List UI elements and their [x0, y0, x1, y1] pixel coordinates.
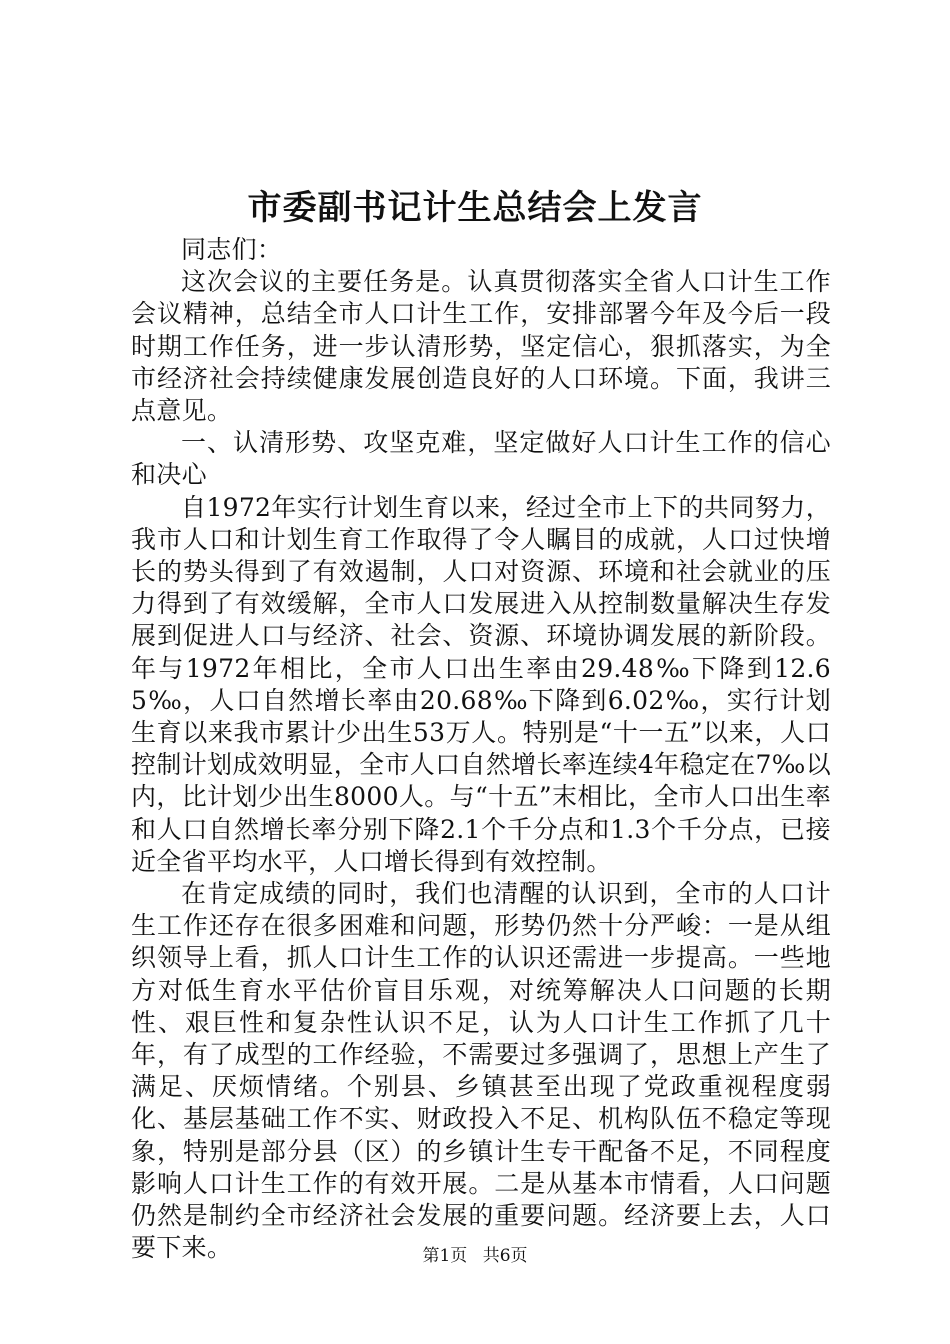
document-title: 市委副书记计生总结会上发言 [247, 188, 703, 228]
section-heading-1: 一、认清形势、攻坚克难，坚定做好人口计生工作的信心和决心 [131, 428, 831, 490]
page-footer [0, 1244, 950, 1268]
paragraph-salutation: 同志们： [181, 235, 283, 264]
paragraph-achievements: 自1972年实行计划生育以来，经过全市上下的共同努力，我市人口和计划生育工作取得了令人瞩目的成就，人口过快增长的势头得到了有效遏制，人口对资源、环境和社会就业的压力得到了有效缓解，全市人口发展进入从控制数量解决生存发展到促进人口与经济、社会、资源、环境协调发展的新阶段。年与1972年相比，全市人口出生率由29.48‰下降到12.65‰，人口自然增长率由20.68‰下降到6.02‰，实行计划生育以来我市累计少出生53万人。特别是“十一五”以来，人口控制计划成效明显，全市人口自然增长率连续4年稳定在7‰以内，比计划少出生8000人。与“十五”末相比，全市人口出生率和人口自然增长率分别下降2.1个千分点和1.3个千分点，已接近全省平均水平，人口增长得到有效控制。 [131, 492, 831, 876]
paragraph-intro: 这次会议的主要任务是。认真贯彻落实全省人口计生工作会议精神，总结全市人口计生工作，安排部署今年及今后一段时期工作任务，进一步认清形势，坚定信心，狠抓落实，为全市经济社会持续健康发展创造良好的人口环境。下面，我讲三点意见。 [131, 267, 831, 426]
page-number: 第1页 [422, 1246, 468, 1266]
paragraph-problems: 在肯定成绩的同时，我们也清醒的认识到，全市的人口计生工作还存在很多困难和问题，形势仍然十分严峻：一是从组织领导上看，抓人口计生工作的认识还需进一步提高。一些地方对低生育水平估价盲目乐观，对统筹解决人口问题的长期性、艰巨性和复杂性认识不足，认为人口计生工作抓了几十年，有了成型的工作经验，不需要过多强调了，思想上产生了满足、厌烦情绪。个别县、乡镇甚至出现了党政重视程度弱化、基层基础工作不实、财政投入不足、机构队伍不稳定等现象，特别是部分县（区）的乡镇计生专干配备不足，不同程度影响人口计生工作的有效开展。二是从基本市情看，人口问题仍然是制约全市经济社会发展的重要问题。经济要上去，人口要下来。 [131, 879, 831, 1263]
document-body [131, 234, 831, 1265]
page-total: 共6页 [482, 1246, 528, 1266]
